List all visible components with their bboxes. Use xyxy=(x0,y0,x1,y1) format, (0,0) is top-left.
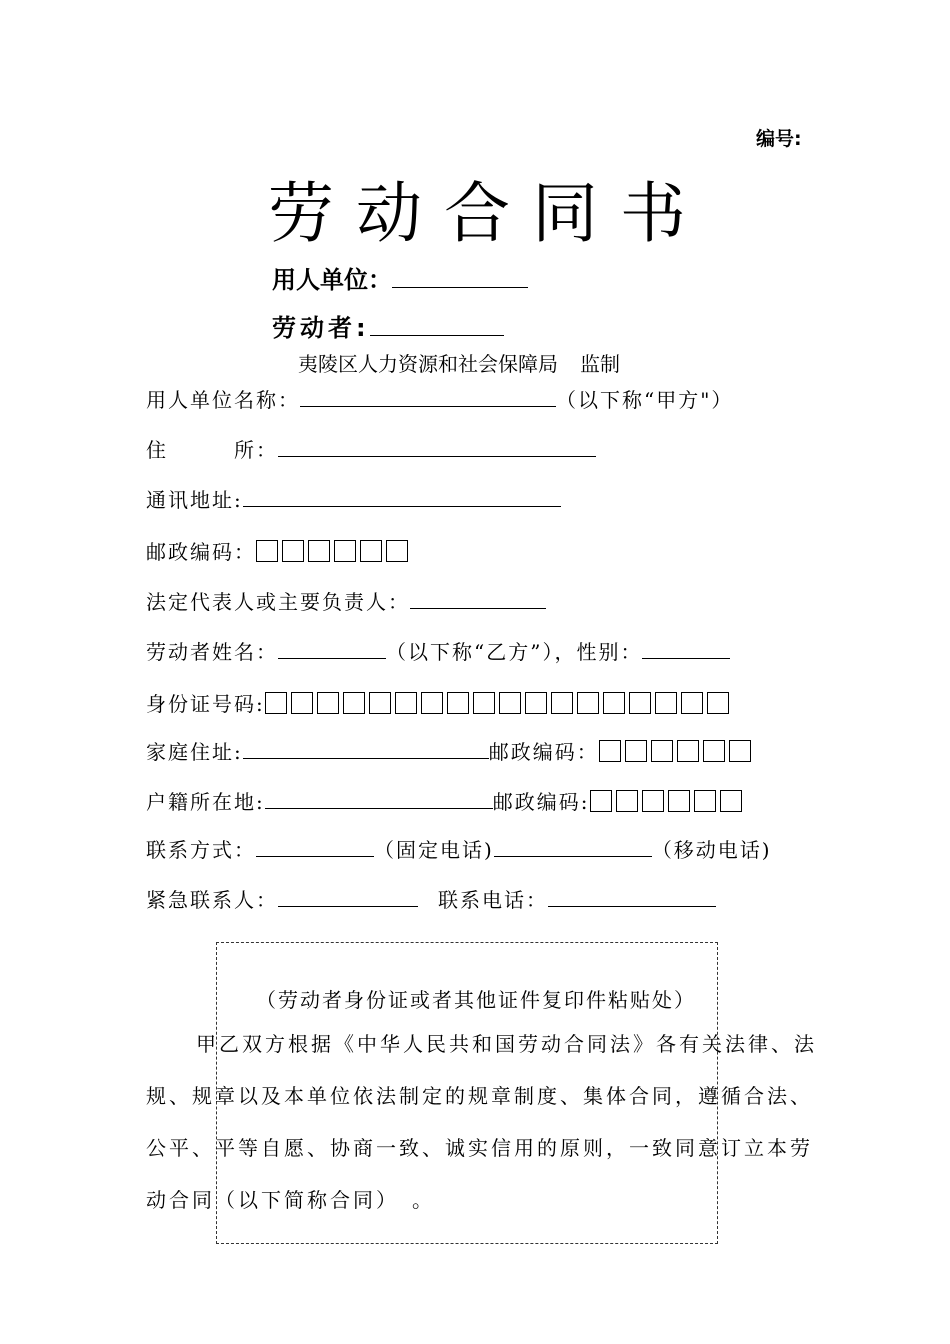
digit-box[interactable] xyxy=(334,540,356,562)
home-postcode-label: 邮政编码： xyxy=(488,740,599,764)
residence-field[interactable] xyxy=(278,438,596,457)
digit-box[interactable] xyxy=(473,692,495,714)
legal-rep-row xyxy=(146,586,546,615)
emergency-name-field[interactable] xyxy=(278,888,418,907)
digit-box[interactable] xyxy=(308,540,330,562)
digit-box[interactable] xyxy=(577,692,599,714)
mail-address-field[interactable] xyxy=(243,488,561,507)
body-line-1: 甲乙双方根据《中华人民共和国劳动合同法》各有关法律、法 xyxy=(196,1032,817,1056)
worker-heading-label: 劳动者: xyxy=(272,314,370,342)
worker-name-suffix: （以下称“乙方”），性别： xyxy=(386,640,643,664)
digit-box[interactable] xyxy=(447,692,469,714)
paste-area-caption: （劳动者身份证或者其他证件复印件粘贴处） xyxy=(256,988,696,1012)
digit-box[interactable] xyxy=(265,692,287,714)
digit-box[interactable] xyxy=(603,692,625,714)
household-label: 户籍所在地: xyxy=(146,790,265,814)
digit-box[interactable] xyxy=(625,740,647,762)
worker-heading xyxy=(272,308,504,343)
digit-box[interactable] xyxy=(629,692,651,714)
digit-box[interactable] xyxy=(655,692,677,714)
id-number-boxes[interactable] xyxy=(265,692,733,719)
employer-heading-label: 用人单位： xyxy=(272,266,392,294)
employer-name-field[interactable] xyxy=(300,388,556,407)
worker-name-row xyxy=(146,636,730,665)
mobile-label: （移动电话) xyxy=(651,838,772,862)
digit-box[interactable] xyxy=(694,790,716,812)
digit-box[interactable] xyxy=(616,790,638,812)
contact-label: 联系方式： xyxy=(146,838,256,862)
digit-box[interactable] xyxy=(499,692,521,714)
household-postcode-label: 邮政编码: xyxy=(492,790,590,814)
digit-box[interactable] xyxy=(677,740,699,762)
emergency-label: 紧急联系人： xyxy=(146,888,278,912)
digit-box[interactable] xyxy=(590,790,612,812)
contact-row xyxy=(146,834,772,863)
gender-field[interactable] xyxy=(642,640,730,659)
postcode-row xyxy=(146,536,412,567)
digit-box[interactable] xyxy=(703,740,725,762)
digit-box[interactable] xyxy=(720,790,742,812)
home-address-row xyxy=(146,736,755,767)
employer-heading xyxy=(272,260,528,295)
digit-box[interactable] xyxy=(386,540,408,562)
worker-heading-blank[interactable] xyxy=(370,317,504,336)
document-title: 劳动合同书 xyxy=(268,175,708,252)
residence-label: 住 所： xyxy=(146,438,278,462)
employer-name-row xyxy=(146,384,733,413)
digit-box[interactable] xyxy=(343,692,365,714)
employer-name-label: 用人单位名称： xyxy=(146,388,300,412)
home-address-field[interactable] xyxy=(243,740,489,759)
emergency-row xyxy=(146,884,716,913)
emergency-phone-label: 联系电话： xyxy=(438,888,548,912)
digit-box[interactable] xyxy=(525,692,547,714)
mail-address-row xyxy=(146,484,561,513)
legal-rep-field[interactable] xyxy=(410,590,546,609)
digit-box[interactable] xyxy=(668,790,690,812)
digit-box[interactable] xyxy=(282,540,304,562)
digit-box[interactable] xyxy=(395,692,417,714)
supervisor-line xyxy=(298,348,620,377)
digit-box[interactable] xyxy=(729,740,751,762)
digit-box[interactable] xyxy=(421,692,443,714)
residence-row xyxy=(146,434,596,463)
digit-box[interactable] xyxy=(551,692,573,714)
digit-box[interactable] xyxy=(360,540,382,562)
digit-box[interactable] xyxy=(681,692,703,714)
digit-box[interactable] xyxy=(707,692,729,714)
digit-box[interactable] xyxy=(651,740,673,762)
household-row xyxy=(146,786,746,817)
home-address-label: 家庭住址: xyxy=(146,740,243,764)
landline-label: （固定电话) xyxy=(374,838,494,862)
landline-field[interactable] xyxy=(256,838,374,857)
worker-name-label: 劳动者姓名： xyxy=(146,640,278,664)
body-line-3: 公平、平等自愿、协商一致、诚实信用的原则，一致同意订立本劳 xyxy=(146,1136,813,1160)
body-line-2: 规、规章以及本单位依法制定的规章制度、集体合同，遵循合法、 xyxy=(146,1084,813,1108)
mail-address-label: 通讯地址: xyxy=(146,488,243,512)
mobile-field[interactable] xyxy=(494,838,652,857)
postcode-boxes[interactable] xyxy=(256,540,412,567)
postcode-label: 邮政编码： xyxy=(146,540,256,564)
digit-box[interactable] xyxy=(317,692,339,714)
legal-rep-label: 法定代表人或主要负责人： xyxy=(146,590,410,614)
digit-box[interactable] xyxy=(369,692,391,714)
id-number-row xyxy=(146,688,733,719)
household-postcode-boxes[interactable] xyxy=(590,790,746,817)
id-number-label: 身份证号码: xyxy=(146,692,265,716)
digit-box[interactable] xyxy=(256,540,278,562)
supervisor-name: 夷陵区人力资源和社会保障局 xyxy=(298,352,558,376)
digit-box[interactable] xyxy=(642,790,664,812)
serial-number-label: 编号: xyxy=(756,128,802,150)
household-field[interactable] xyxy=(265,790,493,809)
supervise-word: 监制 xyxy=(580,352,620,376)
emergency-phone-field[interactable] xyxy=(548,888,716,907)
employer-heading-blank[interactable] xyxy=(392,269,528,288)
home-postcode-boxes[interactable] xyxy=(599,740,755,767)
body-line-4: 动合同（以下简称合同） 。 xyxy=(146,1188,435,1212)
digit-box[interactable] xyxy=(599,740,621,762)
worker-name-field[interactable] xyxy=(278,640,386,659)
employer-name-suffix: （以下称“甲方"） xyxy=(556,388,734,412)
digit-box[interactable] xyxy=(291,692,313,714)
